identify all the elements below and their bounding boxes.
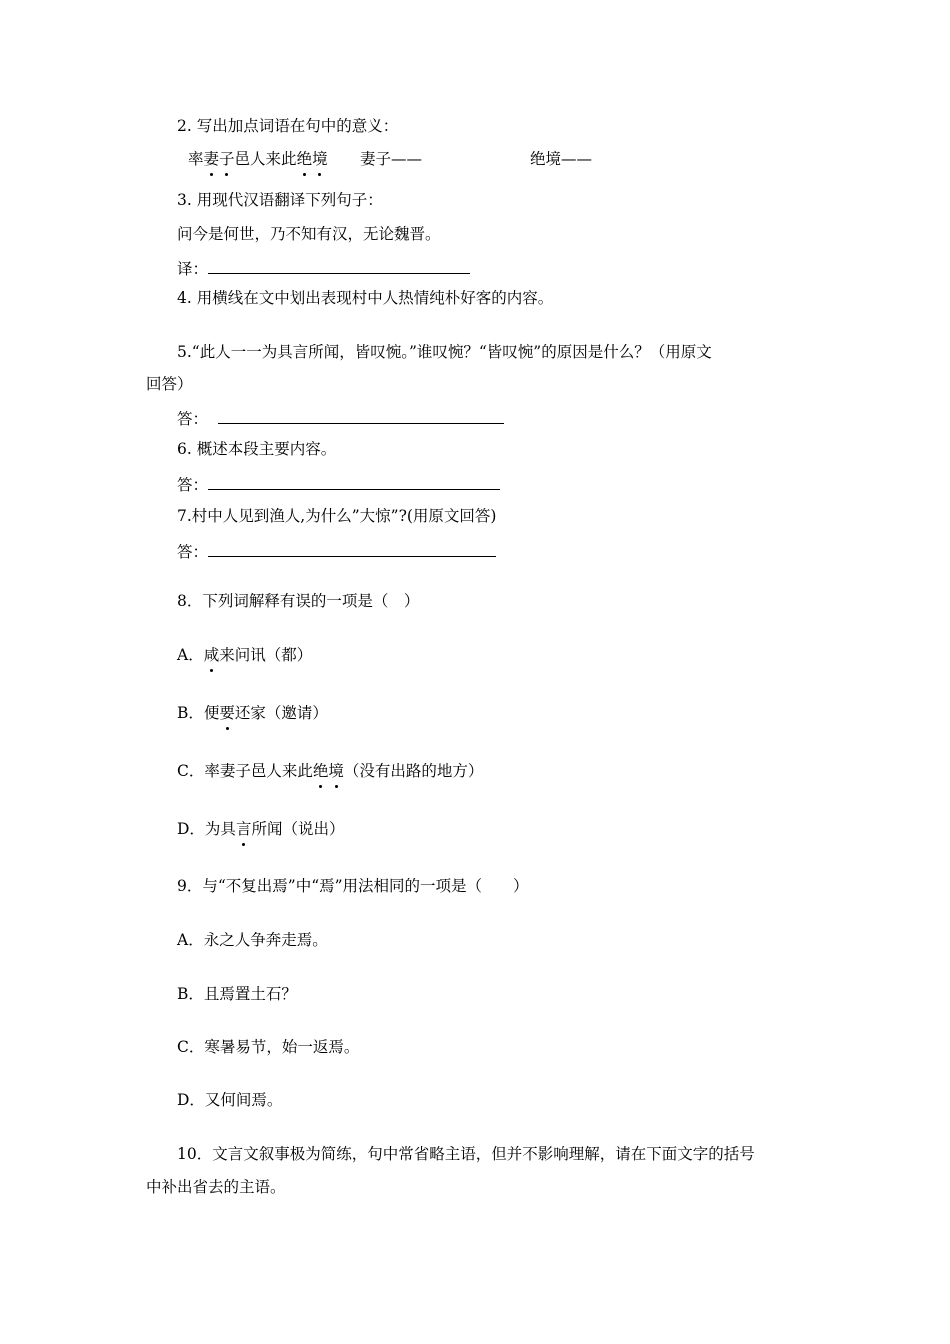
q3-answer-blank[interactable]	[208, 259, 470, 274]
option-text: 还家（邀请）	[234, 704, 328, 722]
option-prefix: B．便	[177, 704, 220, 722]
q5-title-line2: 回答）	[146, 375, 193, 393]
q8-title: 8．下列词解释有误的一项是（ ）	[177, 592, 420, 610]
option-prefix: D．为具	[177, 820, 236, 838]
q2-sentence-part: 率	[188, 150, 204, 168]
q6-answer-blank[interactable]	[208, 475, 500, 490]
q9-title: 9．与“不复出焉”中“焉”用法相同的一项是（ ）	[177, 877, 529, 895]
option-prefix: A．	[177, 646, 204, 664]
q8-option-c	[177, 764, 483, 780]
q6-title: 6. 概述本段主要内容。	[177, 440, 337, 458]
q2-sentence	[188, 152, 328, 168]
q5-answer-label: 答：	[177, 410, 209, 428]
q8-dotted-char: 境	[328, 762, 344, 780]
q9-option-a: A．永之人争奔走焉。	[177, 931, 328, 949]
q2-sentence-part: 邑人来此	[234, 150, 297, 168]
q2-fill-juejing: 绝境——	[530, 150, 593, 168]
q7-title: 7.村中人见到渔人,为什么”大惊”?(用原文回答)	[177, 507, 497, 525]
q2-dotted-char: 子	[219, 150, 235, 168]
q8-dotted-char: 咸	[203, 646, 220, 664]
q7-answer-label: 答：	[177, 543, 209, 561]
q4-title: 4. 用横线在文中划出表现村中人热情纯朴好客的内容。	[177, 289, 554, 307]
q10-title-line1: 10．文言文叙事极为简练，句中常省略主语，但并不影响理解，请在下面文字的括号	[177, 1145, 755, 1163]
q8-option-a	[177, 648, 312, 664]
q3-answer-row	[177, 259, 470, 278]
q3-sentence: 问今是何世，乃不知有汉，无论魏晋。	[177, 225, 441, 243]
q5-answer-row	[177, 409, 504, 428]
option-text: （没有出路的地方）	[343, 762, 484, 780]
q8-option-b	[177, 706, 328, 722]
q2-fill-qizi: 妻子——	[360, 150, 423, 168]
q7-answer-row	[177, 542, 496, 561]
q6-answer-row	[177, 475, 500, 494]
q5-answer-blank[interactable]	[218, 409, 504, 424]
q6-answer-label: 答：	[177, 476, 209, 494]
q8-option-d	[177, 822, 344, 838]
q10-title-line2: 中补出省去的主语。	[146, 1178, 286, 1196]
q5-title-line1: 5.“此人一一为具言所闻，皆叹惋。”谁叹惋？“皆叹惋”的原因是什么？（用原文	[177, 343, 712, 361]
q3-answer-label: 译：	[177, 260, 209, 278]
q3-title: 3. 用现代汉语翻译下列句子：	[177, 191, 383, 209]
q9-option-b: B．且焉置土石？	[177, 985, 297, 1003]
q8-dotted-char: 绝	[312, 762, 329, 780]
q7-answer-blank[interactable]	[208, 542, 496, 557]
q2-dotted-char: 绝	[296, 150, 313, 168]
q8-dotted-char: 言	[235, 820, 252, 838]
q2-title: 2. 写出加点词语在句中的意义：	[177, 117, 399, 135]
option-text: 所闻（说出）	[251, 820, 345, 838]
q8-dotted-char: 要	[219, 704, 235, 722]
option-text: 来问讯（都）	[219, 646, 313, 664]
q9-option-c: C．寒暑易节，始一返焉。	[177, 1038, 360, 1056]
q9-option-d: D．又何间焉。	[177, 1091, 283, 1109]
q2-dotted-char: 境	[312, 150, 328, 168]
option-prefix: C．率妻子邑人来此	[177, 762, 313, 780]
q2-dotted-char: 妻	[203, 150, 220, 168]
